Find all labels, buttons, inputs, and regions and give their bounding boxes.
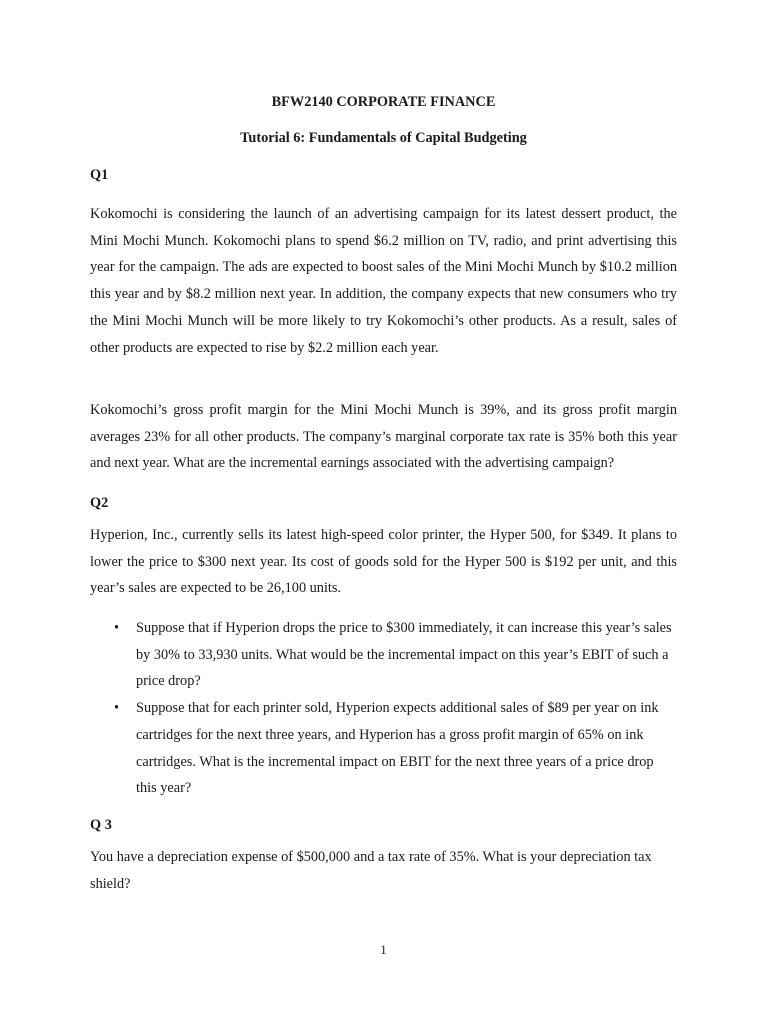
question-2-bullet-list — [90, 615, 677, 802]
bullet-icon: • — [114, 620, 120, 636]
question-3-paragraph: You have a depreciation expense of $500,000 and a tax rate of 35%. What is your depreciation tax shield? — [90, 849, 652, 892]
question-2-heading: Q2 — [90, 495, 109, 511]
question-2-bullet-2 — [90, 695, 677, 802]
document-title: BFW2140 CORPORATE FINANCE — [271, 94, 496, 110]
question-1-heading: Q1 — [90, 167, 109, 183]
question-1-paragraph-1: Kokomochi is considering the launch of an advertising campaign for its latest dessert product, the Mini Mochi Munch. Kokomochi plans to spend $6.2 million on TV, radio, and print advertising this year for the campaign. The ads are expected to boost sales of the Mini Mochi Munch by $10.2 million this year and by $8.2 million next year. In addition, the company expects that new consumers who try the Mini Mochi Munch will be more likely to try Kokomochi’s other products. As a result, sales of other products are expected to rise by $2.2 million each year. — [90, 206, 677, 356]
question-2-intro: Hyperion, Inc., currently sells its latest high-speed color printer, the Hyper 500, for $349. It plans to lower the price to $300 next year. Its cost of goods sold for the Hyper 500 is $192 per unit, and this year’s sales are expected to be 26,100 units. — [90, 527, 677, 597]
question-3-heading: Q 3 — [90, 817, 112, 833]
question-2-bullet-1 — [90, 615, 677, 695]
question-1-paragraph-2: Kokomochi’s gross profit margin for the Mini Mochi Munch is 39%, and its gross profit margin averages 23% for all other products. The company’s marginal corporate tax rate is 35% both this year and next year. What are the incremental earnings associated with the advertising campaign? — [90, 402, 677, 472]
bullet-text: Suppose that if Hyperion drops the price to $300 immediately, it can increase this year’s sales by 30% to 33,930 units. What would be the incremental impact on this year’s EBIT of such a price drop? — [136, 620, 672, 690]
page-number: 1 — [380, 942, 387, 957]
document-subtitle: Tutorial 6: Fundamentals of Capital Budgeting — [240, 130, 527, 146]
bullet-text: Suppose that for each printer sold, Hyperion expects additional sales of $89 per year on ink cartridges for the next three years, and Hyperion has a gross profit margin of 65% on ink cartridges. What is the incremental impact on EBIT for the next three years of a price drop this year? — [136, 700, 659, 797]
bullet-icon: • — [114, 700, 120, 717]
document-page — [90, 0, 677, 1024]
